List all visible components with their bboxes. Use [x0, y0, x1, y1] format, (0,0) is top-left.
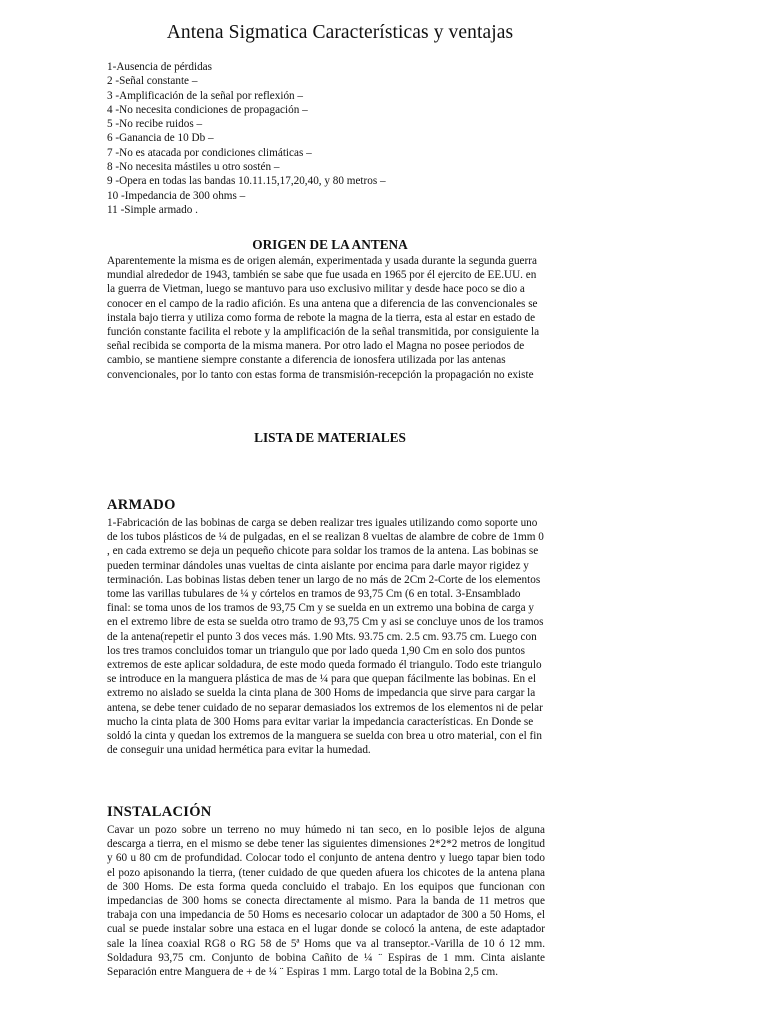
armado-paragraph: 1-Fabricación de las bobinas de carga se deben realizar tres iguales utilizando como soporte uno de los tubos plásticos de ¼ de pulgadas, en el se realizan 8 vueltas de alambre de cobre de 1mm 0 , en cada extremo se deja un pequeño chicote para soldar los tramos de la antena. Las bobinas se pueden terminar dándoles unas vueltas de cinta aislante por encima para darle mayor rigidez y terminación. Las bobinas listas deben tener un largo de no más de 2Cm 2-Corte de los elementos tome las varillas tubulares de ¼ y córtelos en tramos de 93,75 Cm (6 en total. 3-Ensamblado final: se toma unos de los tramos de 93,75 Cm y se suelda en un extremo una bobina de carga y en el extremo libre de esta se suelda otro tramo de 93,75 Cm y asi se concluye unos de los tramos de la antena(repetir el punto 3 dos veces más. 1.90 Mts. 93.75 cm. 2.5 cm. 93.75 cm. Luego con los tres tramos concluidos tomar un triangulo que por lado queda 1,90 Cm en solo dos puntos extremos de este aplicar soldadura, de este modo queda formado él triangulo. Todo este triangulo se introduce en la manguera plástica de mas de ¼ para que quepan fácilmente las bobinas. En el extremo no aislado se suelda la cinta plana de 300 Homs de impedancia que sirve para cargar la antena, se debe tener cuidado de no separar demasiados los extremos de los elementos ni de pelar mucho la cinta plata de 300 Homs para evitar variar la impedancia características. En Donde se soldó la cinta y quedan los extremos de la manguera se suelda con brea u otro material, con el fin de conseguir una unidad hermética para evitar la humedad.	[107, 517, 544, 757]
origen-paragraph: Aparentemente la misma es de origen alemán, experimentada y usada durante la segunda guerra mundial alrededor de 1943, también se sabe que fue usada en 1965 por él ejercito de EE.UU. en la guerra de Vietman, luego se mantuvo para uso exclusivo militar y desde hace poco se dio a conocer en el campo de la radio afición. Es una antena que a diferencia de las convencionales se instala bajo tierra y utiliza como forma de rebote la magna de la tierra, esta al estar en estado de función constante facilita el rebote y la amplificación de la señal transmitida, por consiguiente la señal recibida se comporta de la misma manera. Por otro lado el Magna no posee periodos de cambio, se mantiene siempre constante a diferencia de ionosfera utilizada por las antenas convencionales, por lo tanto con estas forma de transmisión-recepción la propagación no existe	[107, 255, 540, 381]
feature-item: 11 -Simple armado .	[107, 203, 198, 216]
feature-item: 10 -Impedancia de 300 ohms –	[107, 189, 246, 202]
features-list	[107, 60, 627, 217]
origen-heading: ORIGEN DE LA ANTENA	[252, 237, 408, 252]
feature-item: 6 -Ganancia de 10 Db –	[107, 132, 214, 145]
feature-item: 7 -No es atacada por condiciones climáticas –	[107, 146, 312, 159]
feature-item: 3 -Amplificación de la señal por reflexión –	[107, 89, 304, 102]
armado-heading: ARMADO	[107, 497, 176, 513]
feature-item: 5 -No recibe ruidos –	[107, 118, 203, 131]
feature-item: 8 -No necesita mástiles u otro sostén –	[107, 161, 280, 174]
instalacion-paragraph: Cavar un pozo sobre un terreno no muy húmedo ni tan seco, en lo posible lejos de alguna descarga a tierra, en el mismo se debe tener las siguientes dimensiones 2*2*2 metros de longitud y 60 u 80 cm de profundidad. Colocar todo el conjunto de antena dentro y luego tapar bien todo el pozo apisonando la tierra, (tener cuidado de que queden afuera los chicotes de la antena plana de 300 Homs. De esta forma queda concluido el trabajo. En los equipos que funcionan con impedancias de 300 homs se conecta directamente al mismo. Para la banda de 11 metros que trabaja con una impedancia de 50 Homs es necesario colocar un adaptador de 300 a 50 Homs, el cual se puede instalar sobre una estaca en el lugar donde se colocó la antena, de este adaptador sale la línea coaxial RG8 o RG 58 de 5ª Homs que va al transeptor.-Varilla de 10 ó 12 mm. Soldadura 93,75 cm. Conjunto de bobina Cañito de ¼ ¨ Espiras de 1 mm. Cinta aislante Separación entre Manguera de + de ¼ ¨ Espiras 1 mm. Largo total de la Bobina 2,5 cm.	[107, 824, 545, 979]
document-title: Antena Sigmatica Características y ventajas	[166, 22, 514, 43]
feature-item: 2 -Señal constante –	[107, 75, 198, 88]
feature-item: 4 -No necesita condiciones de propagación –	[107, 103, 308, 116]
feature-item: 1-Ausencia de pérdidas	[107, 61, 212, 73]
materiales-heading: LISTA DE MATERIALES	[254, 430, 406, 445]
instalacion-heading: INSTALACIÓN	[107, 804, 212, 820]
feature-item: 9 -Opera en todas las bandas 10.11.15,17,20,40, y 80 metros –	[107, 175, 386, 188]
